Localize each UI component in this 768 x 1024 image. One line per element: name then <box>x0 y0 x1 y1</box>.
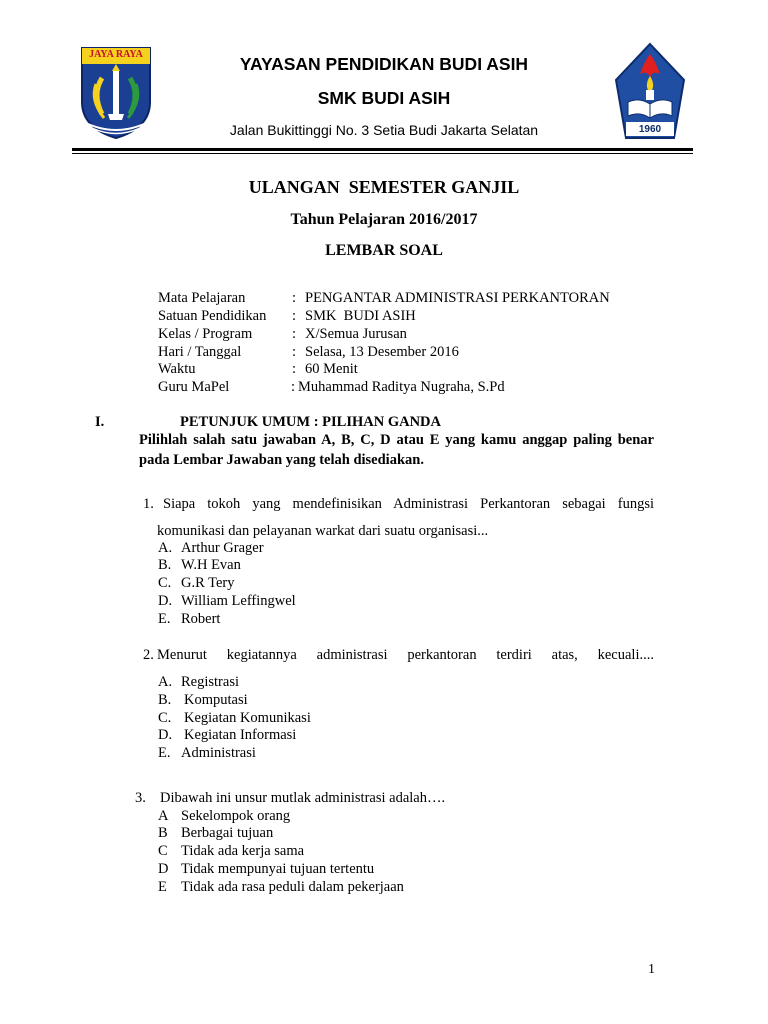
option-letter: C <box>158 843 168 859</box>
info-value: X/Semua Jurusan <box>305 326 407 342</box>
question-text: Dibawah ini unsur mutlak administrasi adalah…. <box>160 790 446 806</box>
info-value: PENGANTAR ADMINISTRASI PERKANTORAN <box>305 290 610 306</box>
option-letter: D <box>158 861 169 877</box>
info-label: Satuan Pendidikan <box>158 308 267 324</box>
option-text: Kegiatan Informasi <box>184 727 297 743</box>
question-text: Menurut kegiatannya administrasi perkantoran terdiri atas, kecuali.... <box>157 647 654 663</box>
option-text: Sekelompok orang <box>181 808 291 824</box>
question-number: 3. <box>135 790 146 806</box>
exam-title: ULANGAN SEMESTER GANJIL <box>248 177 520 197</box>
option-letter: E. <box>158 611 171 627</box>
info-label: Kelas / Program <box>158 326 253 342</box>
header-divider-thin <box>72 153 693 154</box>
option-text: W.H Evan <box>181 557 241 573</box>
option-text: Registrasi <box>181 674 239 690</box>
info-value: SMK BUDI ASIH <box>305 308 416 324</box>
info-value: Muhammad Raditya Nugraha, S.Pd <box>298 379 505 395</box>
info-separator: : <box>292 326 297 342</box>
info-separator: : <box>292 361 297 377</box>
option-text: Berbagai tujuan <box>181 825 274 841</box>
section-numeral: I. <box>95 414 105 430</box>
question-text: Siapa tokoh yang mendefinisikan Administrasi Perkantoran sebagai fungsi <box>163 496 654 512</box>
option-letter: E <box>158 879 167 895</box>
option-text: Tidak mempunyai tujuan tertentu <box>181 861 375 877</box>
question-text: komunikasi dan pelayanan warkat dari suatu organisasi... <box>157 523 489 539</box>
option-text: Komputasi <box>184 692 248 708</box>
option-text: Administrasi <box>181 745 256 761</box>
option-letter: D. <box>158 593 173 609</box>
option-letter: D. <box>158 727 173 743</box>
option-letter: E. <box>158 745 171 761</box>
option-letter: C. <box>158 575 172 591</box>
info-separator: : <box>291 379 296 395</box>
option-letter: B. <box>158 692 172 708</box>
option-text: William Leffingwel <box>181 593 296 609</box>
option-letter: C. <box>158 710 172 726</box>
option-text: Tidak ada kerja sama <box>181 843 305 859</box>
section-instruction: Pilihlah salah satu jawaban A, B, C, D atau E yang kamu anggap paling benar <box>139 432 654 448</box>
logo-left-text: JAYA RAYA <box>89 49 143 60</box>
sheet-title: LEMBAR SOAL <box>325 242 443 259</box>
option-text: Kegiatan Komunikasi <box>184 710 311 726</box>
foundation-name: YAYASAN PENDIDIKAN BUDI ASIH <box>239 54 529 74</box>
school-address: Jalan Bukittinggi No. 3 Setia Budi Jakarta Selatan <box>229 122 539 138</box>
logo-budi-asih <box>614 42 686 142</box>
page-number: 1 <box>648 962 655 977</box>
info-value: 60 Menit <box>305 361 358 377</box>
section-instruction: pada Lembar Jawaban yang telah disediakan. <box>139 452 424 468</box>
academic-year: Tahun Pelajaran 2016/2017 <box>290 211 478 228</box>
info-label: Guru MaPel <box>158 379 230 395</box>
info-value: Selasa, 13 Desember 2016 <box>305 344 459 360</box>
option-text: Arthur Grager <box>181 540 264 556</box>
logo-right-year: 1960 <box>638 124 662 135</box>
info-separator: : <box>292 344 297 360</box>
section-heading: PETUNJUK UMUM : PILIHAN GANDA <box>180 414 441 430</box>
option-letter: B <box>158 825 168 841</box>
question-number: 2. <box>143 647 154 663</box>
option-text: Robert <box>181 611 221 627</box>
info-label: Mata Pelajaran <box>158 290 246 306</box>
info-separator: : <box>292 308 297 324</box>
header-divider-thick <box>72 148 693 151</box>
option-text: G.R Tery <box>181 575 235 591</box>
info-label: Hari / Tanggal <box>158 344 242 360</box>
option-text: Tidak ada rasa peduli dalam pekerjaan <box>181 879 404 895</box>
option-letter: A <box>158 808 169 824</box>
school-name: SMK BUDI ASIH <box>317 88 451 108</box>
option-letter: A. <box>158 540 173 556</box>
info-separator: : <box>292 290 297 306</box>
question-number: 1. <box>143 496 154 512</box>
info-label: Waktu <box>158 361 196 377</box>
option-letter: B. <box>158 557 172 573</box>
option-letter: A. <box>158 674 173 690</box>
